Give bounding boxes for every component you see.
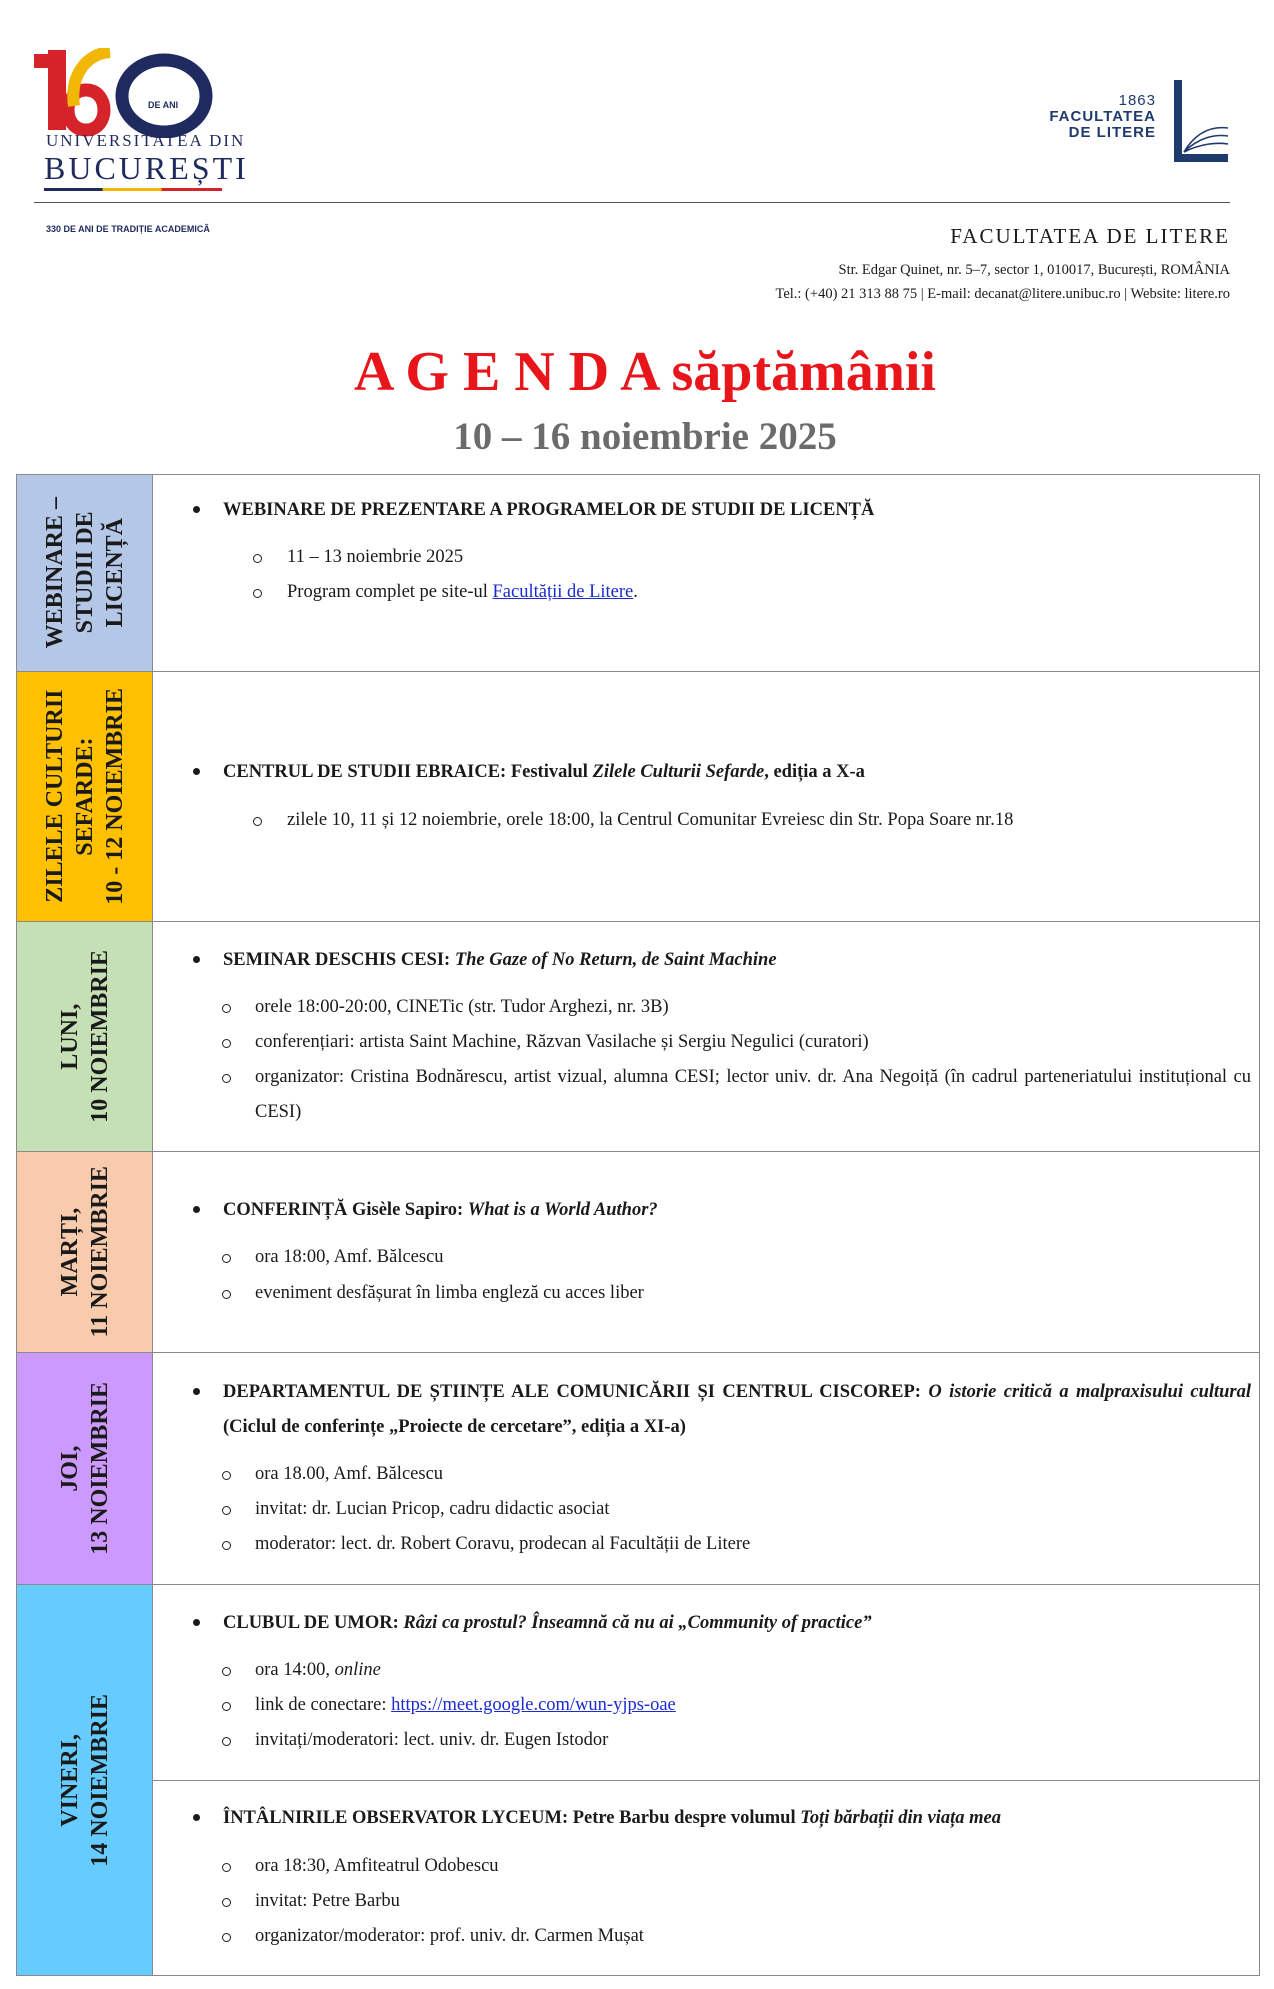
event-luni: [153, 922, 1259, 1151]
event-webinare: [153, 475, 1259, 671]
circle-bullet-icon: [253, 554, 262, 563]
list-item: moderator: lect. dr. Robert Coravu, prodecan al Facultății de Litere: [189, 1527, 1251, 1562]
header-divider: [34, 202, 1230, 203]
bullet-icon: [193, 506, 200, 513]
side-label-webinare: [17, 475, 153, 671]
list-item: Program complet pe site-ul Facultății de Litere.: [189, 575, 1251, 610]
side-line: WEBINARE –: [41, 497, 68, 649]
list-item: invitați/moderatori: lect. univ. dr. Eugen Istodor: [189, 1723, 1251, 1758]
event-zilele: [153, 672, 1259, 921]
circle-bullet-icon: [222, 1004, 231, 1013]
list-item: orele 18:00-20:00, CINETic (str. Tudor Arghezi, nr. 3B): [189, 990, 1251, 1025]
event-clubul-de-umor: [153, 1585, 1259, 1780]
list-item: invitat: dr. Lucian Pricop, cadru didactic asociat: [189, 1492, 1251, 1527]
circle-bullet-icon: [253, 817, 262, 826]
side-line: SEFARDE:: [71, 737, 98, 856]
logo-de-ani: DE ANI: [148, 100, 179, 110]
event-heading: DEPARTAMENTUL DE ȘTIINȚE ALE COMUNICĂRII ȘI CENTRUL CISCOREP: O istorie critică a malpraxisului cultural (Ciclul de conferințe „Proiecte de cercetare”, ediția a XI-a): [189, 1375, 1251, 1445]
logo-university-line: UNIVERSITATEA DIN: [46, 131, 246, 150]
logo-160-mark: [34, 48, 224, 138]
side-line: 11 NOIEMBRIE: [86, 1166, 113, 1338]
event-heading: SEMINAR DESCHIS CESI: The Gaze of No Return, de Saint Machine: [189, 943, 1251, 978]
university-of-bucharest-logo: [34, 48, 249, 234]
bullet-icon: [193, 1388, 200, 1395]
faculty-of-letters-logo: [1040, 76, 1230, 166]
side-line: MARȚI,: [56, 1207, 83, 1297]
bullet-icon: [193, 1619, 200, 1626]
letter-l-icon: [1162, 76, 1230, 166]
list-item: ora 18:30, Amfiteatrul Odobescu: [189, 1849, 1251, 1884]
circle-bullet-icon: [222, 1471, 231, 1480]
list-item: organizator/moderator: prof. univ. dr. Carmen Mușat: [189, 1919, 1251, 1954]
list-item: invitat: Petre Barbu: [189, 1884, 1251, 1919]
row-webinare: [17, 475, 1259, 672]
side-line: LICENȚĂ: [101, 518, 128, 628]
circle-bullet-icon: [222, 1074, 231, 1083]
row-luni: [17, 922, 1259, 1152]
side-line: JOI,: [56, 1445, 83, 1492]
agenda-table: [16, 474, 1260, 1976]
bullet-icon: [193, 1814, 200, 1821]
list-item: ora 18.00, Amf. Bălcescu: [189, 1457, 1251, 1492]
row-zilele-culturii-sefarde: [17, 672, 1259, 922]
circle-bullet-icon: [222, 1737, 231, 1746]
side-label-marti: [17, 1152, 153, 1352]
list-item: ora 14:00, online: [189, 1653, 1251, 1688]
meet-link[interactable]: https://meet.google.com/wun-yjps-oae: [391, 1695, 676, 1716]
circle-bullet-icon: [222, 1898, 231, 1907]
logo-bucuresti-line: BUCUREȘTI: [44, 150, 249, 186]
bullet-icon: [193, 768, 200, 775]
bullet-icon: [193, 1206, 200, 1213]
faculty-address: Str. Edgar Quinet, nr. 5–7, sector 1, 010017, București, ROMÂNIA: [838, 262, 1230, 278]
side-line: ZILELE CULTURII: [41, 689, 68, 904]
circle-bullet-icon: [222, 1667, 231, 1676]
side-label-joi: [17, 1353, 153, 1584]
circle-bullet-icon: [253, 589, 262, 598]
faculty-website-link[interactable]: Facultății de Litere: [492, 582, 634, 603]
event-heading: CLUBUL DE UMOR: Râzi ca prostul? Înseamnă că nu ai „Community of practice”: [189, 1606, 1251, 1641]
list-item: zilele 10, 11 și 12 noiembrie, orele 18:00, la Centrul Comunitar Evreiesc din Str. Popa Soare nr.18: [189, 803, 1251, 838]
faculty-title: FACULTATEA DE LITERE: [950, 224, 1230, 248]
circle-bullet-icon: [222, 1933, 231, 1942]
bullet-icon: [193, 956, 200, 963]
list-item: eveniment desfășurat în limba engleză cu acces liber: [189, 1276, 1251, 1311]
list-item: organizator: Cristina Bodnărescu, artist vizual, alumna CESI; lector univ. dr. Ana Negoiță (în cadrul parteneriatului instituțional cu CESI): [189, 1060, 1251, 1130]
row-joi: [17, 1353, 1259, 1585]
agenda-title: A G E N D A săptămânii: [354, 341, 936, 403]
side-line: 13 NOIEMBRIE: [86, 1382, 113, 1555]
event-marti: [153, 1152, 1259, 1352]
event-heading: WEBINARE DE PREZENTARE A PROGRAMELOR DE STUDII DE LICENȚĂ: [189, 493, 1251, 528]
side-line: 10 NOIEMBRIE: [86, 950, 113, 1123]
circle-bullet-icon: [222, 1506, 231, 1515]
row-marti: [17, 1152, 1259, 1353]
logo-tricolor-stripe: [44, 188, 222, 191]
logo-year: 1863: [1118, 92, 1156, 109]
logo-faculty-line1: FACULTATEA: [1049, 108, 1156, 125]
event-heading: CENTRUL DE STUDII EBRAICE: Festivalul Zilele Culturii Sefarde, ediția a X-a: [189, 755, 1251, 790]
side-line: VINERI,: [56, 1733, 83, 1827]
logo-faculty-line2: DE LITERE: [1068, 124, 1156, 141]
circle-bullet-icon: [222, 1702, 231, 1711]
side-label-luni: [17, 922, 153, 1151]
side-line: 14 NOIEMBRIE: [86, 1693, 113, 1867]
row-vineri: [17, 1585, 1259, 1975]
event-observator-lyceum: [153, 1780, 1259, 1976]
side-label-zilele: [17, 672, 153, 921]
side-line: STUDII DE: [71, 511, 98, 635]
circle-bullet-icon: [222, 1863, 231, 1872]
circle-bullet-icon: [222, 1290, 231, 1299]
event-heading: ÎNTÂLNIRILE OBSERVATOR LYCEUM: Petre Barbu despre volumul Toți bărbații din viața mea: [189, 1801, 1251, 1836]
list-item: 11 – 13 noiembrie 2025: [189, 540, 1251, 575]
agenda-dates: 10 – 16 noiembrie 2025: [453, 415, 837, 458]
circle-bullet-icon: [222, 1254, 231, 1263]
faculty-contact: Tel.: (+40) 21 313 88 75 | E-mail: decanat@litere.unibuc.ro | Website: litere.ro: [775, 286, 1230, 302]
event-heading: CONFERINȚĂ Gisèle Sapiro: What is a World Author?: [189, 1193, 1251, 1228]
logo-tradition-line: 330 DE ANI DE TRADIȚIE ACADEMICĂ: [46, 224, 210, 234]
side-label-vineri: [17, 1585, 153, 1975]
circle-bullet-icon: [222, 1541, 231, 1550]
side-line: 10 - 12 NOIEMBRIE: [101, 688, 128, 905]
list-item: ora 18:00, Amf. Bălcescu: [189, 1240, 1251, 1275]
list-item: link de conectare: https://meet.google.com/wun-yjps-oae: [189, 1688, 1251, 1723]
event-joi: [153, 1353, 1259, 1584]
list-item: conferențiari: artista Saint Machine, Răzvan Vasilache și Sergiu Negulici (curatori): [189, 1025, 1251, 1060]
side-line: LUNI,: [56, 1003, 83, 1070]
circle-bullet-icon: [222, 1039, 231, 1048]
